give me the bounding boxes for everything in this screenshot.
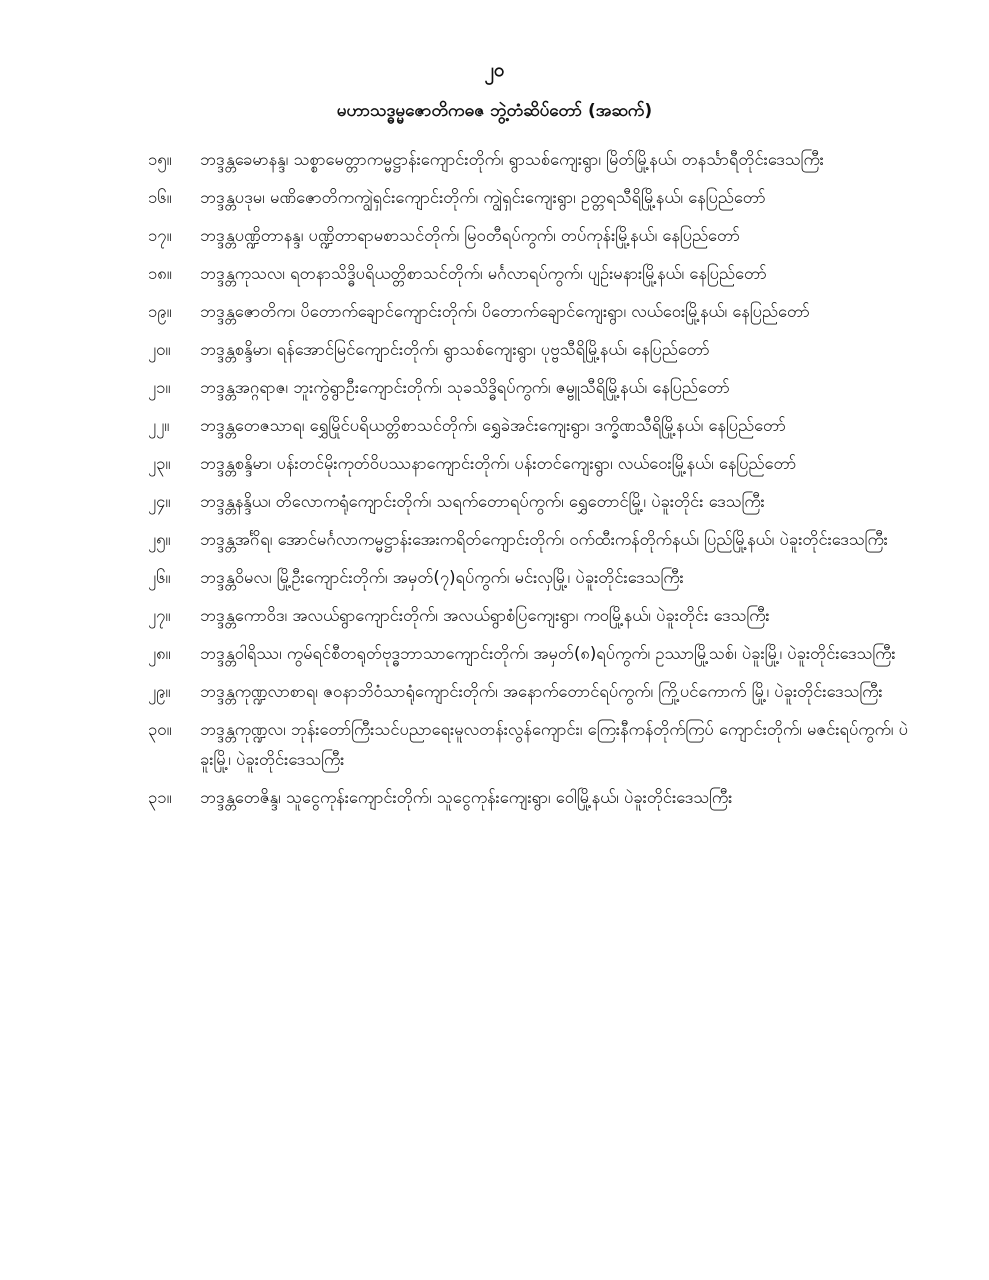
entry-text: ဘဒ္ဒန္တအဂ္ဂရာဇ၊ ဘူးကွဲရွာဦးကျောင်းတိုက်၊ သုခသိဒ္ဓိရပ်ကွက်၊ ဇမ္ဗူသီရိမြို့နယ်၊ နေပြည်တော် bbox=[200, 378, 730, 397]
section-heading: မဟာသဒ္ဓမ္မဇောတိကဓဇ ဘွဲ့တံဆိပ်တော် (အဆက်) bbox=[336, 101, 653, 121]
entry-text: ဘဒ္ဒန္တစန္ဒိမာ၊ ပန်းတင်မိုးကုတ်ဝိပဿနာကျောင်းတိုက်၊ ပန်းတင်ကျေးရွာ၊ လယ်ဝေးမြို့နယ်၊ နေပြည်တော် bbox=[200, 454, 797, 473]
entry-number: ၃၁။ bbox=[148, 788, 172, 807]
entry-number: ၂၃။ bbox=[148, 454, 171, 473]
list-item bbox=[148, 563, 908, 593]
entry-text: ဘဒ္ဒန္တကောဝိဒ၊ အလယ်ရွာကျောင်းတိုက်၊ အလယ်ရွာစံပြကျေးရွာ၊ ကဝမြို့နယ်၊ ပဲခူးတိုင်း ဒေသကြီး bbox=[200, 606, 770, 625]
entry-number: ၂၇။ bbox=[148, 606, 171, 625]
list-item bbox=[148, 373, 908, 403]
list-item bbox=[148, 715, 908, 775]
list-item bbox=[148, 259, 908, 289]
entry-number: ၁၅။ bbox=[148, 150, 172, 169]
list-item bbox=[148, 411, 908, 441]
entry-number: ၂၄။ bbox=[148, 492, 171, 511]
entry-text: ဘဒ္ဒန္တကုသလ၊ ရတနာသိဒ္ဓိပရိယတ္တိစာသင်တိုက်၊ မင်္ဂလာရပ်ကွက်၊ ပျဉ်းမနားမြို့နယ်၊ နေပြည်တော် bbox=[200, 264, 767, 283]
list-item bbox=[148, 601, 908, 631]
list-item bbox=[148, 487, 908, 517]
entry-text: ဘဒ္ဒန္တကုဏ္ဍလာစာရ၊ ဇဝနာဘိဝံသာရုံကျောင်းတိုက်၊ အနောက်တောင်ရပ်ကွက်၊ ကြို့ပင်ကောက် မြို့၊ ပဲခူးတိုင်းဒေသကြီး bbox=[200, 682, 883, 701]
entry-text: ဘဒ္ဒန္တပဏ္ဍိတာနန္ဒ၊ ပဏ္ဍိတာရာမစာသင်တိုက်၊ မြဝတီရပ်ကွက်၊ တပ်ကုန်းမြို့နယ်၊ နေပြည်တော် bbox=[200, 226, 740, 245]
entry-text: ဘဒ္ဒန္တဝါရိဿ၊ ကွမ်ရင်စီတရုတ်ဗုဒ္ဓဘာသာကျောင်းတိုက်၊ အမှတ်(၈)ရပ်ကွက်၊ ဥဿာမြို့သစ်၊ ပဲခူးမြို့၊ ပဲခူးတိုင်းဒေသကြီး bbox=[200, 644, 896, 663]
entry-text: ဘဒ္ဒန္တဝိမလ၊ မြို့ဦးကျောင်းတိုက်၊ အမှတ်(၇)ရပ်ကွက်၊ မင်းလှမြို့၊ ပဲခူးတိုင်းဒေသကြီး bbox=[200, 568, 684, 587]
entry-number: ၂၀။ bbox=[148, 340, 171, 359]
entry-number: ၁၉။ bbox=[148, 302, 172, 321]
list-item bbox=[148, 783, 908, 813]
entry-text: ဘဒ္ဒန္တဇောတိက၊ ပိတောက်ချောင်ကျောင်းတိုက်၊ ပိတောက်ချောင်ကျေးရွာ၊ လယ်ဝေးမြို့နယ်၊ နေပြည်တော် bbox=[200, 302, 810, 321]
entry-text: ဘဒ္ဒန္တအင်္ဂိရ၊ အောင်မင်္ဂလာကမ္မဋ္ဌာန်းအေးကရိတ်ကျောင်းတိုက်၊ ဝက်ထီးကန်တိုက်နယ်၊ ပြည်မြို့နယ်၊ ပဲခူးတိုင်းဒေသကြီး bbox=[200, 530, 888, 549]
entry-number: ၁၆။ bbox=[148, 188, 172, 207]
list-item bbox=[148, 183, 908, 213]
list-item bbox=[148, 525, 908, 555]
entry-number: ၂၆။ bbox=[148, 568, 171, 587]
list-item bbox=[148, 297, 908, 327]
list-item bbox=[148, 449, 908, 479]
list-item bbox=[148, 145, 908, 175]
entry-text: ဘဒ္ဒန္တစန္ဒိမာ၊ ရန်အောင်မြင်ကျောင်းတိုက်၊ ရွာသစ်ကျေးရွာ၊ ပုဗ္ဗသီရိမြို့နယ်၊ နေပြည်တော် bbox=[200, 340, 710, 359]
entry-number: ၁၈။ bbox=[148, 264, 172, 283]
list-item bbox=[148, 335, 908, 365]
entry-number: ၂၅။ bbox=[148, 530, 171, 549]
entry-text: ဘဒ္ဒန္တတေဇိန္ဒ၊ သူငွေကုန်းကျောင်းတိုက်၊ သူငွေကုန်းကျေးရွာ၊ ဝေါမြို့နယ်၊ ပဲခူးတိုင်းဒေသကြီး bbox=[200, 788, 733, 807]
award-recipient-list bbox=[148, 145, 908, 821]
entry-text: ဘဒ္ဒန္တကုဏ္ဍလ၊ ဘုန်းတော်ကြီးသင်ပညာရေးမူလတန်းလွန်ကျောင်း၊ ကြေးနီကန်တိုက်ကြပ် ကျောင်းတိုက်၊ မဇင်းရပ်ကွက်၊ ပဲခူးမြို့၊ ပဲခူးတိုင်းဒေသကြီး bbox=[200, 720, 908, 769]
entry-number: ၁၇။ bbox=[148, 226, 172, 245]
entry-number: ၂၉။ bbox=[148, 682, 171, 701]
entry-text: ဘဒ္ဒန္တနန္ဒိယ၊ တိလောကရုံကျောင်းတိုက်၊ သရက်တောရပ်ကွက်၊ ရွှေတောင်မြို့၊ ပဲခူးတိုင်း ဒေသကြီး bbox=[200, 492, 765, 511]
page-number: ၂၀ bbox=[484, 59, 505, 81]
list-item bbox=[148, 677, 908, 707]
entry-text: ဘဒ္ဒန္တတေဇသာရ၊ ရွှေမြိုင်ပရိယတ္တိစာသင်တိုက်၊ ရွှေခဲအင်းကျေးရွာ၊ ဒက္ခိဏသီရိမြို့နယ်၊ နေပြည်တော် bbox=[200, 416, 786, 435]
entry-number: ၂၈။ bbox=[148, 644, 171, 663]
entry-text: ဘဒ္ဒန္တခေမာနန္ဒ၊ သစ္စာမေတ္တာကမ္မဋ္ဌာန်းကျောင်းတိုက်၊ ရွာသစ်ကျေးရွာ၊ မြိတ်မြို့နယ်၊ တနင်္သာရီတိုင်းဒေသကြီး bbox=[200, 150, 824, 169]
list-item bbox=[148, 639, 908, 669]
list-item bbox=[148, 221, 908, 251]
entry-number: ၃၀။ bbox=[148, 720, 172, 739]
entry-text: ဘဒ္ဒန္တပဒုမ၊ မဏိဇောတိကကျွဲရှင်းကျောင်းတိုက်၊ ကျွဲရှင်းကျေးရွာ၊ ဥတ္တရသီရိမြို့နယ်၊ နေပြည်တော် bbox=[200, 188, 766, 207]
entry-number: ၂၂။ bbox=[148, 416, 170, 435]
entry-number: ၂၁။ bbox=[148, 378, 171, 397]
